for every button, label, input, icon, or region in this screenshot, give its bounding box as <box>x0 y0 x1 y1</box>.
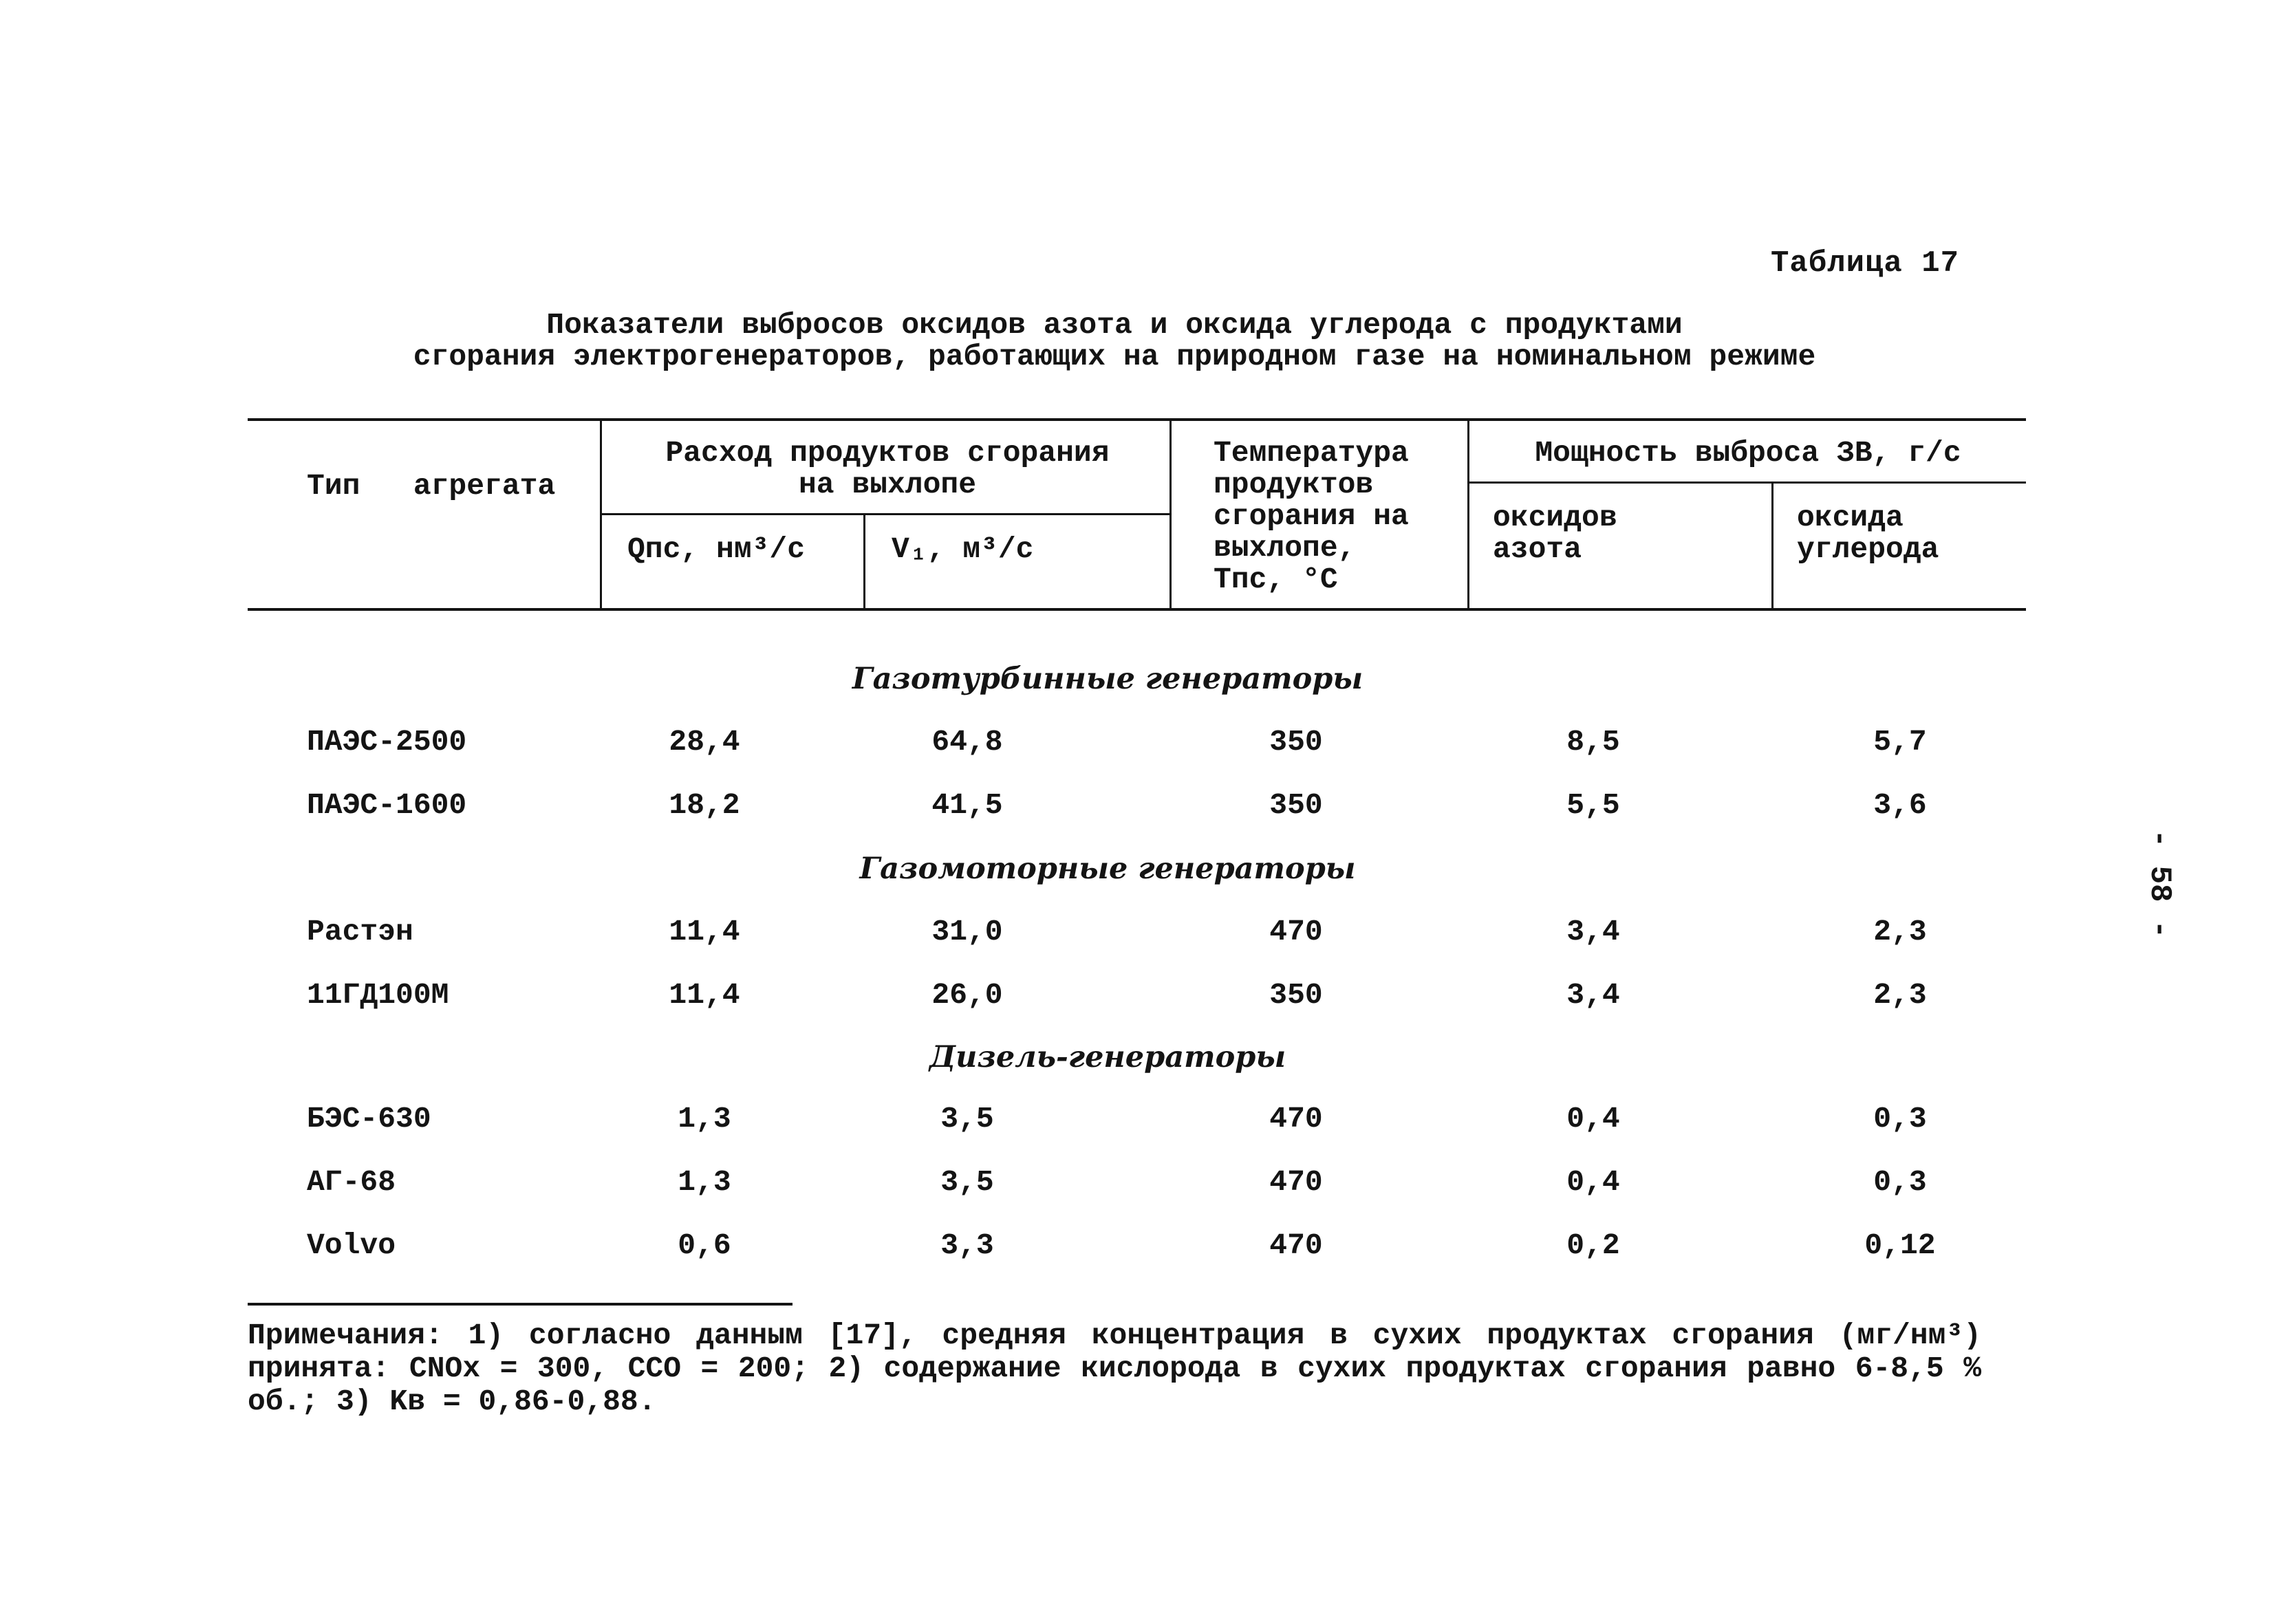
header-q: Qпс, нм³/с <box>627 532 806 566</box>
cell-nox: 5,5 <box>1566 788 1620 822</box>
cell-co: 2,3 <box>1873 915 1927 949</box>
table-top-rule <box>248 418 2026 421</box>
cell-v: 31,0 <box>931 915 1003 949</box>
cell-co: 0,3 <box>1873 1102 1927 1136</box>
cell-co: 2,3 <box>1873 978 1927 1012</box>
section-title: Газомоторные генераторы <box>859 852 1356 886</box>
cell-nox: 3,4 <box>1566 915 1620 949</box>
cell-type: 11ГД100М <box>307 978 449 1012</box>
cell-co: 0,3 <box>1873 1165 1927 1199</box>
cell-q: 28,4 <box>669 725 740 759</box>
header-co: оксида углерода <box>1797 501 1939 566</box>
header-v: V₁, м³/с <box>892 532 1034 566</box>
header-nox: оксидов азота <box>1493 501 1617 566</box>
notes: Примечания: 1) согласно данным [17], средняя концентрация в сухих продуктах сгорания (мг/нм³) принята: CNOx = 300, CCO = 200; 2) содержание кислорода в сухих продуктах сгорания равно 6-8,5 % об.; 3) Kв = 0,86-0,88. <box>248 1319 1981 1418</box>
cell-co: 3,6 <box>1873 788 1927 822</box>
section-title: Дизель-генераторы <box>929 1040 1286 1074</box>
cell-nox: 3,4 <box>1566 978 1620 1012</box>
cell-nox: 0,4 <box>1566 1102 1620 1136</box>
cell-temp: 350 <box>1269 725 1323 759</box>
table-title-line-1: Показатели выбросов оксидов азота и оксида углерода с продуктами <box>546 308 1683 342</box>
vline-5 <box>1771 481 1773 609</box>
cell-v: 26,0 <box>931 978 1003 1012</box>
vline-2 <box>863 513 865 609</box>
table-header-bottom-rule <box>248 608 2026 611</box>
cell-v: 3,5 <box>940 1102 994 1136</box>
cell-nox: 0,4 <box>1566 1165 1620 1199</box>
notes-separator <box>248 1303 793 1306</box>
cell-v: 64,8 <box>931 725 1003 759</box>
cell-q: 1,3 <box>678 1102 731 1136</box>
cell-co: 5,7 <box>1873 725 1927 759</box>
header-temperature: Температура продуктов сгорания на выхлопе, Tпс, °C <box>1214 436 1409 596</box>
cell-v: 3,5 <box>940 1165 994 1199</box>
header-type: Тип агрегата <box>307 469 556 503</box>
section-title: Газотурбинные генераторы <box>852 662 1363 696</box>
flow-subheader-rule <box>600 513 1171 515</box>
cell-temp: 470 <box>1269 1228 1323 1262</box>
cell-temp: 470 <box>1269 915 1323 949</box>
header-power-group: Мощность выброса ЗВ, г/с <box>1535 436 1961 470</box>
cell-temp: 470 <box>1269 1102 1323 1136</box>
cell-co: 0,12 <box>1864 1228 1936 1262</box>
cell-type: Растэн <box>307 915 413 949</box>
cell-q: 11,4 <box>669 978 740 1012</box>
cell-q: 11,4 <box>669 915 740 949</box>
cell-nox: 0,2 <box>1566 1228 1620 1262</box>
cell-q: 1,3 <box>678 1165 731 1199</box>
cell-q: 18,2 <box>669 788 740 822</box>
header-flow-group: Расход продуктов сгорания на выхлопе <box>665 436 1110 501</box>
cell-temp: 350 <box>1269 978 1323 1012</box>
cell-type: АГ-68 <box>307 1165 396 1199</box>
power-subheader-rule <box>1467 481 2026 484</box>
cell-type: БЭС-630 <box>307 1102 431 1136</box>
cell-type: ПАЭС-1600 <box>307 788 467 822</box>
cell-nox: 8,5 <box>1566 725 1620 759</box>
cell-type: Volvo <box>307 1228 396 1262</box>
cell-q: 0,6 <box>678 1228 731 1262</box>
table-label: Таблица 17 <box>1771 246 1960 281</box>
table-title-line-2: сгорания электрогенераторов, работающих на природном газе на номинальном режиме <box>413 340 1816 373</box>
cell-v: 3,3 <box>940 1228 994 1262</box>
cell-type: ПАЭС-2500 <box>307 725 467 759</box>
cell-temp: 350 <box>1269 788 1323 822</box>
cell-temp: 470 <box>1269 1165 1323 1199</box>
cell-v: 41,5 <box>931 788 1003 822</box>
side-page-number: - 58 - <box>2142 829 2177 939</box>
